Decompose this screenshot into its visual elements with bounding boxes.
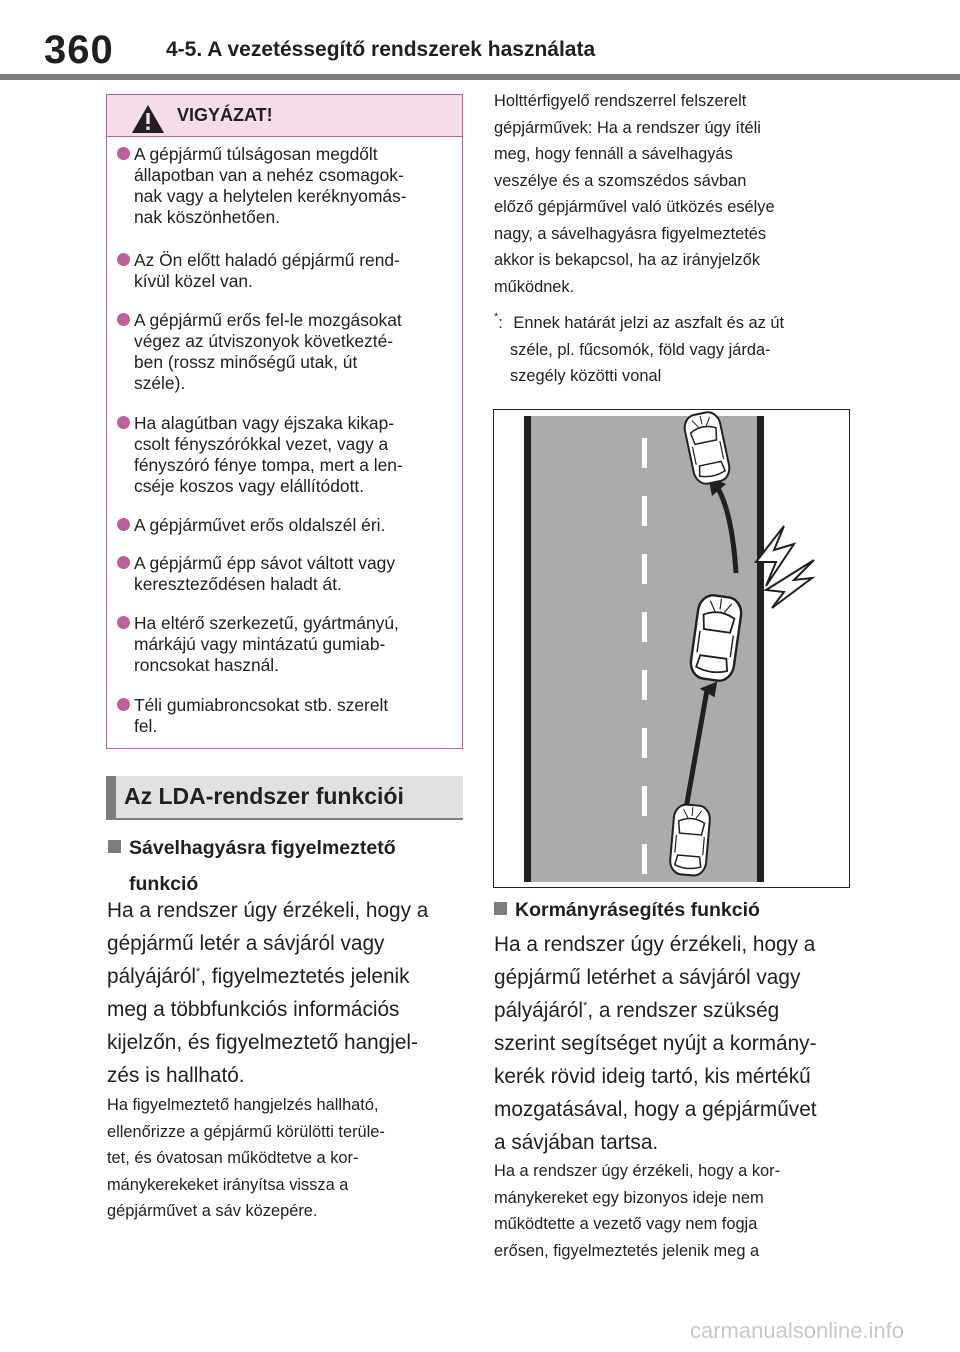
warning-item: A gépjárművet erős oldalszél éri.	[117, 515, 452, 536]
warning-item: Téli gumiabroncsokat stb. szerelt fel.	[117, 695, 452, 737]
bullet-icon	[117, 416, 130, 429]
bullet-icon	[117, 518, 130, 531]
bullet-icon	[117, 616, 130, 629]
footnote: *: Ennek határát jelzi az aszfalt és az út széle, pl. fűcsomók, föld vagy járda- szegély közötti vonal	[494, 311, 784, 385]
right-paragraph: Ha a rendszer úgy érzékeli, hogy a gépjármű letérhet a sávjáról vagy pályájáról*, a rendszer szükség szerint segítséget nyújt a kormány- kerék rövid ideig tartó, kis mértékű mozgatásával, hogy a gépjárművet a sávjában tartsa.	[494, 933, 817, 1154]
road-diagram	[494, 410, 849, 887]
section-rule	[106, 818, 463, 820]
section-bar	[106, 776, 116, 819]
subheading-lane-departure: Sávelhagyásra figyelmeztető funkció	[108, 833, 468, 899]
square-bullet-icon	[108, 840, 121, 853]
warning-item: Ha eltérő szerkezetű, gyártmányú, márkájú vagy mintázatú gumiab- roncsokat használ.	[117, 613, 452, 676]
warning-header	[107, 95, 462, 137]
section-title: Az LDA-rendszer funkciói	[124, 783, 404, 809]
right-top-paragraph: Holttérfigyelő rendszerrel felszerelt gépjárművek: Ha a rendszer úgy ítéli meg, hogy fennáll a sávelhagyás veszélye és a szomszédos sávban előző gépjárművel való ütközés esélye nagy, a sávelhagyásra figyelmeztetés akkor is bekapcsol, ha az irányjelzők működnek.	[494, 92, 775, 296]
bullet-icon	[117, 147, 130, 160]
square-bullet-icon	[494, 902, 507, 915]
car-behind-icon	[669, 804, 711, 877]
footnote-mark: *	[583, 1000, 588, 1012]
road-edge-left	[524, 416, 531, 882]
warning-item: A gépjármű túlságosan megdőlt állapotban van a nehéz csomagok- nak vagy a helytelen keréknyomás- nak köszönhetően.	[117, 144, 452, 228]
bullet-icon	[117, 698, 130, 711]
bullet-icon	[117, 313, 130, 326]
subheading-steering-assist: Kormányrásegítés funkció	[494, 895, 854, 925]
chapter-title: 4-5. A vezetéssegítő rendszerek használata	[166, 38, 596, 61]
warning-item: A gépjármű erős fel-le mozgásokat végez az útviszonyok következté- ben (rossz minőségű utak, út széle).	[117, 310, 452, 394]
left-paragraph: Ha a rendszer úgy érzékeli, hogy a gépjármű letér a sávjáról vagy pályájáról*, figyelmeztetés jelenik meg a többfunkciós információs kijelzőn, és figyelmeztető hangjel- zés is hallható.	[107, 899, 429, 1087]
warning-item: Az Ön előtt haladó gépjármű rend- kívül közel van.	[117, 250, 452, 292]
warning-triangle-icon	[131, 104, 165, 134]
header-rule	[0, 74, 960, 80]
warning-box	[106, 94, 463, 749]
right-note: Ha a rendszer úgy érzékeli, hogy a kor- mánykereket egy bizonyos ideje nem működtette a vezető vagy nem fogja erősen, figyelmeztetés jelenik meg a	[494, 1162, 781, 1260]
left-note: Ha figyelmeztető hangjelzés hallható, ellenőrizze a gépjármű körülötti terüle- tet, és óvatosan működtetve a kor- mánykerekeket irányítsa vissza a gépjárművet a sáv közepére.	[107, 1096, 385, 1220]
footnote-mark: *	[196, 966, 201, 978]
watermark: carmanualsonline.info	[690, 1318, 905, 1343]
lane-illustration	[493, 409, 850, 888]
warning-item: A gépjármű épp sávot váltott vagy kereszteződésen haladt át.	[117, 553, 452, 595]
warning-title: VIGYÁZAT!	[177, 105, 273, 125]
road-edge-right	[757, 416, 764, 882]
warning-item: Ha alagútban vagy éjszaka kikap- csolt fényszórókkal vezet, vagy a fényszóró fénye tompa, mert a len- cséje koszos vagy elállítódott.	[117, 413, 452, 497]
page-number: 360	[44, 28, 114, 72]
bullet-icon	[117, 556, 130, 569]
bullet-icon	[117, 253, 130, 266]
section-heading	[106, 776, 463, 819]
